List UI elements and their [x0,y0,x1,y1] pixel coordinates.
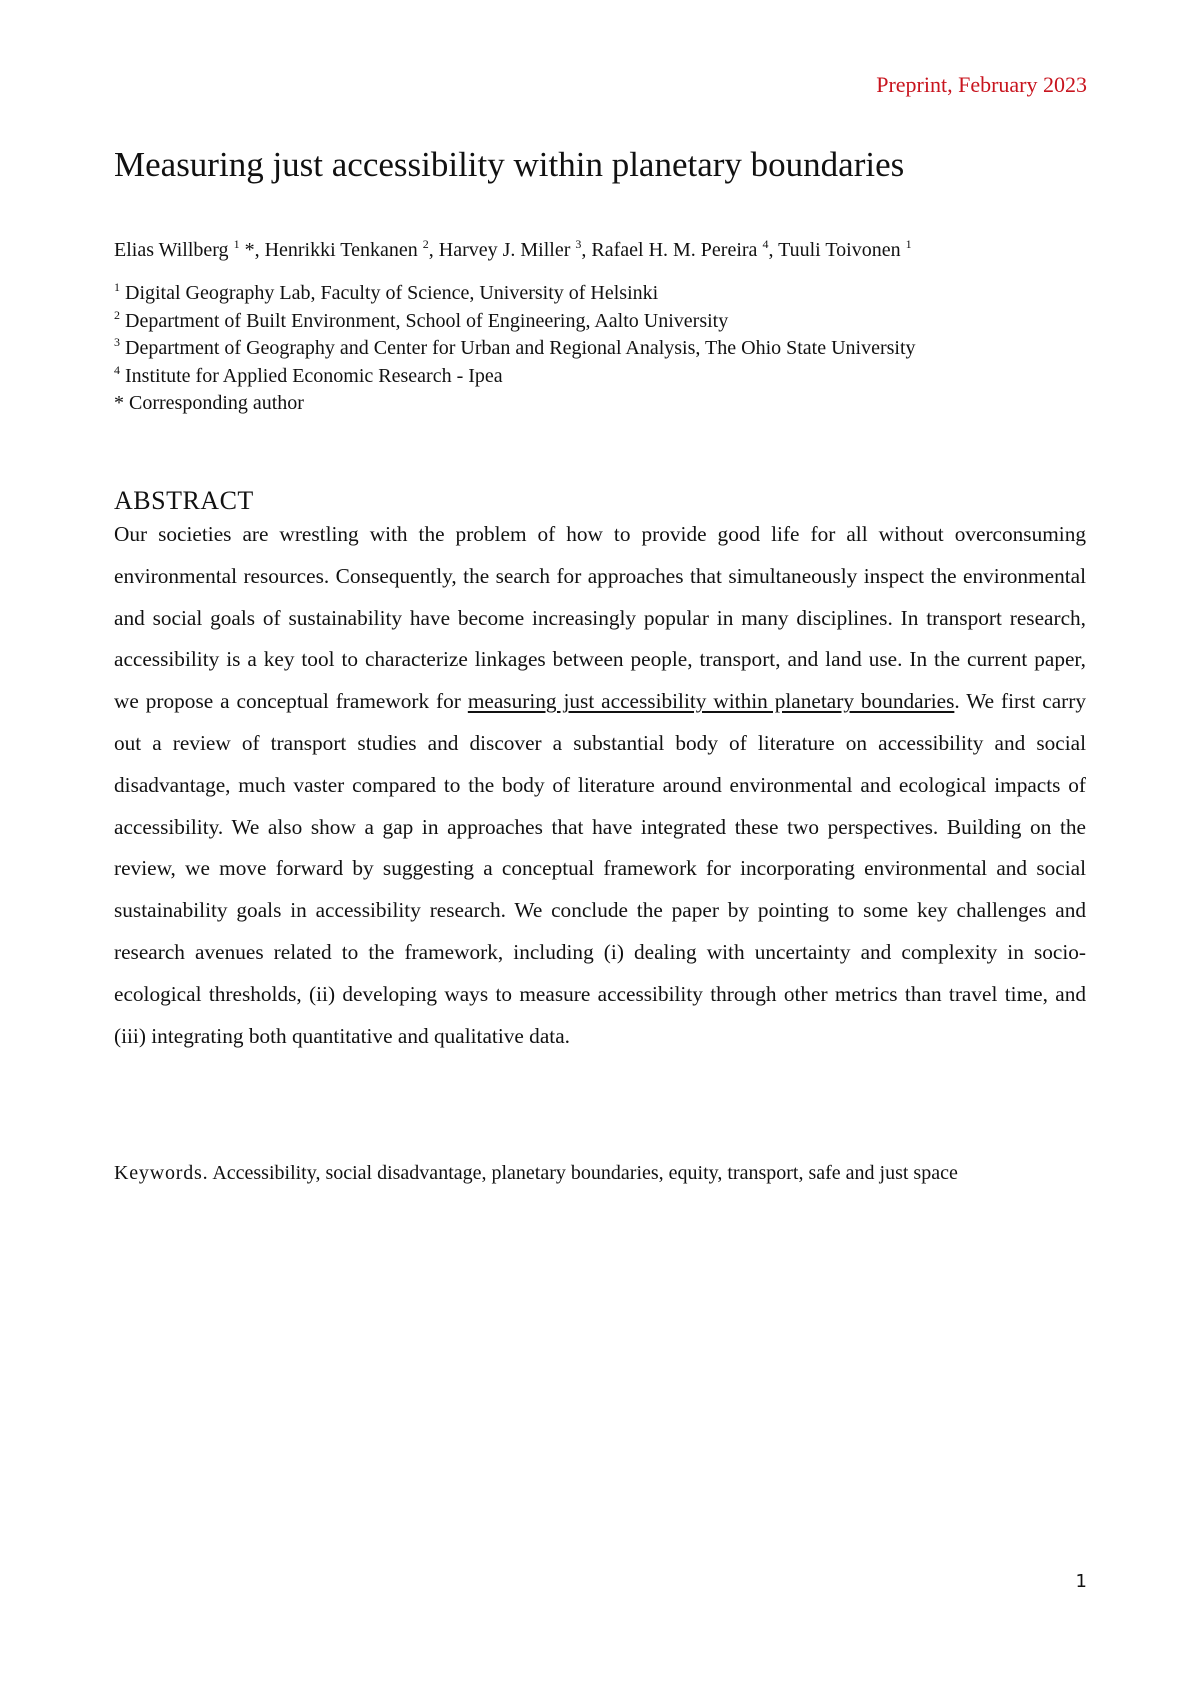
author: Rafael H. M. Pereira $^4$, [591,237,779,261]
affiliation-item: $^1$ Digital Geography Lab, Faculty of Science, University of Helsinki [114,280,659,304]
author-affiliation-mark: 1 [233,237,240,251]
keywords-text: Accessibility, social disadvantage, planetary boundaries, equity, transport, safe and just space [208,1162,958,1184]
author-list [114,237,912,263]
author-affiliation-mark: 2 [422,237,429,251]
author-affiliation-mark: 4 [762,237,769,251]
author: Tuuli Toivonen $^1$ [778,237,912,261]
corresponding-author-note: * Corresponding author [114,392,304,414]
author: Henrikki Tenkanen $^2$, [264,237,439,261]
underlined-phrase: measuring just accessibility within planetary boundaries [467,689,955,714]
author: Harvey J. Miller $^3$, [438,237,592,261]
paper-title: Measuring just accessibility within planetary boundaries [114,145,905,184]
author-affiliation-mark: 1 [905,237,912,251]
affiliation-item: $^3$ Department of Geography and Center for Urban and Regional Analysis, The Ohio State University [114,335,916,359]
author-affiliation-mark: 3 [575,237,582,251]
affiliation-item: $^2$ Department of Built Environment, School of Engineering, Aalto University [114,307,729,332]
abstract-body: Our societies are wrestling with the problem of how to provide good life for all without overconsuming environmental resources. Consequently, the search for approaches that simultaneously inspect the environmental and social goals of sustainability have become increasingly popular in many disciplines. In transport research, accessibility is a key tool to characterize linkages between people, transport, and land use. In the current paper, we propose a conceptual framework for measuring just accessibility within planetary boundaries. We first carry out a review of transport studies and discover a substantial body of literature on accessibility and social disadvantage, much vaster compared to the body of literature around environmental and ecological impacts of accessibility. We also show a gap in approaches that have integrated these two perspectives. Building on the review, we move forward by suggesting a conceptual framework for incorporating environmental and social sustainability goals in accessibility research. We conclude the paper by pointing to some key challenges and research avenues related to the framework, including (i) dealing with uncertainty and complexity in socio-ecological thresholds, (ii) developing ways to measure accessibility through other metrics than travel time, and (iii) integrating both quantitative and qualitative data. [114,522,1086,1048]
keywords-label: Keywords. [114,1162,209,1184]
preprint-label: Preprint, February 2023 [876,72,1087,97]
abstract-heading: ABSTRACT [114,486,254,515]
affiliation-item: $^4$ Institute for Applied Economic Research - Ipea [114,362,503,387]
page-number: 1 [1075,1571,1087,1592]
affiliation-list [114,280,916,418]
author: Elias Willberg $^1$ *, [114,237,265,261]
keywords-line [114,1160,958,1186]
